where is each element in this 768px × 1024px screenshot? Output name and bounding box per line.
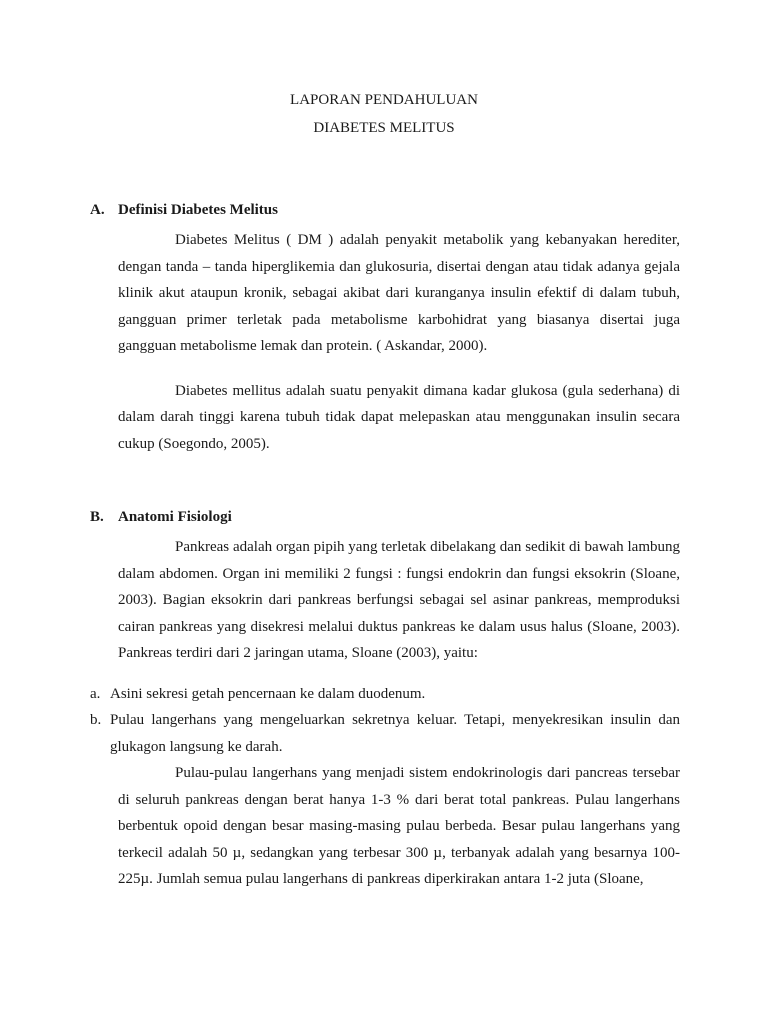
list-item-text: Pulau langerhans yang mengeluarkan sekretnya keluar. Tetapi, menyekresikan insulin dan glukagon langsung ke darah. — [110, 712, 680, 755]
list-item — [90, 681, 680, 708]
section-anatomi — [90, 507, 680, 893]
list — [90, 681, 680, 761]
section-heading — [90, 507, 680, 527]
list-marker: a. — [90, 685, 101, 702]
section-body — [90, 227, 680, 457]
section-heading-text: Definisi Diabetes Melitus — [118, 202, 278, 218]
list-marker: b. — [90, 712, 102, 728]
section-body — [90, 760, 680, 893]
document-title-line-1: LAPORAN PENDAHULUAN — [290, 92, 478, 108]
section-body — [90, 534, 680, 667]
section-heading — [90, 200, 680, 220]
paragraph: Diabetes Melitus ( DM ) adalah penyakit metabolik yang kebanyakan herediter, dengan tanda – tanda hiperglikemia dan glukosuria, disertai dengan atau tidak adanya gejala klinik akut ataupun kronik, sebagai akibat dari kuranganya insulin efektif di dalam tubuh, gangguan primer terletak pada metabolisme karbohidrat yang biasanya disertai juga gangguan metabolisme lemak dan protein. ( Askandar, 2000). — [118, 232, 680, 354]
paragraph: Pulau-pulau langerhans yang menjadi sistem endokrinologis dari pancreas tersebar di seluruh pankreas dengan berat hanya 1-3 % dari berat total pankreas. Pulau langerhans berbentuk opoid dengan besar masing-masing pulau berbeda. Besar pulau langerhans yang terkecil adalah 50 µ, sedangkan yang terbesar 300 µ, terbanyak adalah yang besarnya 100-225µ. Jumlah semua pulau langerhans di pankreas diperkirakan antara 1-2 juta (Sloane, — [118, 765, 680, 887]
document-title-line-2: DIABETES MELITUS — [313, 120, 455, 136]
paragraph: Diabetes mellitus adalah suatu penyakit dimana kadar glukosa (gula sederhana) di dalam darah tinggi karena tubuh tidak dapat melepaskan atau menggunakan insulin secara cukup (Soegondo, 2005). — [118, 382, 680, 452]
section-definisi — [90, 200, 680, 457]
list-item — [90, 707, 680, 760]
section-letter: B. — [90, 509, 104, 525]
paragraph: Pankreas adalah organ pipih yang terletak dibelakang dan sedikit di bawah lambung dalam abdomen. Organ ini memiliki 2 fungsi : fungsi endokrin dan fungsi eksokrin (Sloane, 2003). Bagian eksokrin dari pankreas berfungsi sebagai sel asinar pankreas, memproduksi cairan pankreas yang disekresi melalui duktus pankreas ke dalam usus halus (Sloane, 2003). Pankreas terdiri dari 2 jaringan utama, Sloane (2003), yaitu: — [118, 539, 680, 661]
list-item-text: Asini sekresi getah pencernaan ke dalam duodenum. — [110, 685, 426, 702]
section-heading-text: Anatomi Fisiologi — [118, 509, 232, 525]
section-letter: A. — [90, 202, 105, 218]
